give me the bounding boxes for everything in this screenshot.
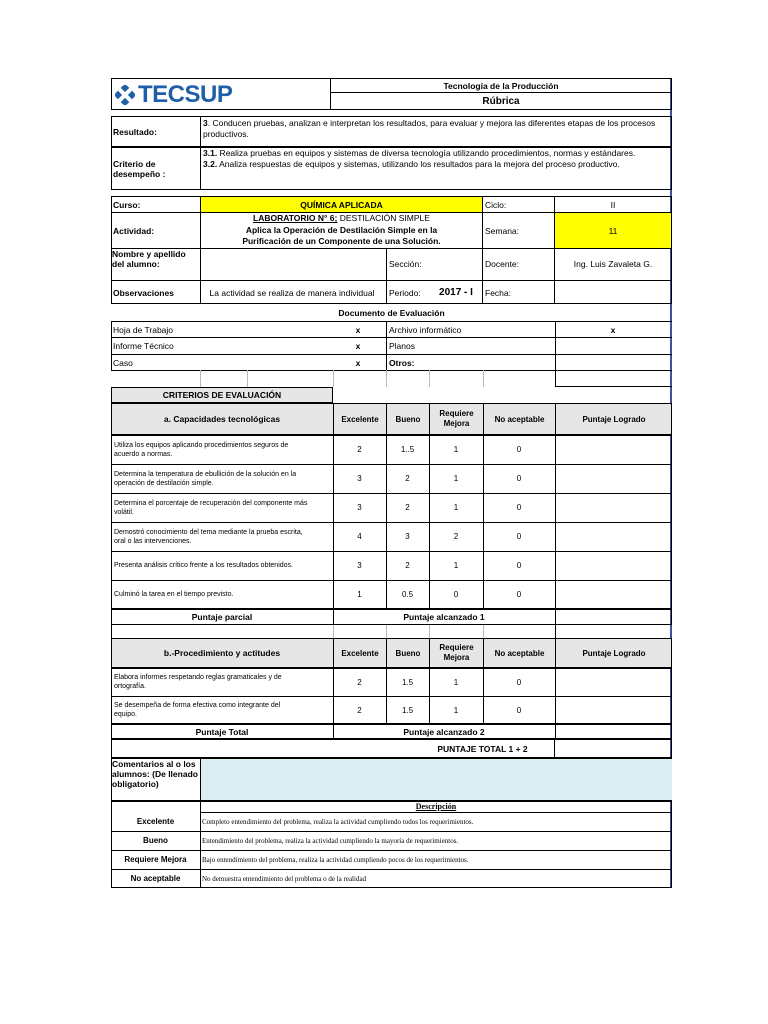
col-noaceptable: No aceptable [483,403,555,435]
descripcion-header: Descripción [415,802,457,811]
pt-line [555,724,556,739]
a-row-bueno: 0.5 [401,590,414,599]
puntaje-parcial-label: Puntaje parcial [191,612,253,622]
grid-line [247,370,248,387]
criterio-item1-text: Realiza pruebas en equipos y sistemas de diversa tecnología utilizando procedimientos, normas y estándares. [217,148,636,158]
a-row-text: Determina la temperatura de ebullición de la solución en la operación de destilación simple. [114,470,297,487]
header-title: Tecnología de la Producción [330,78,672,93]
actividad-label: Actividad: [113,225,155,236]
puntaje-alcanzado2-label: Puntaje alcanzado 2 [403,726,485,737]
a-row-text: Culminó la tarea en el tiempo previsto. [114,591,234,598]
puntaje-total-12: PUNTAJE TOTAL 1 + 2 [437,743,528,754]
criterio-item1-num: 3.1. [203,148,218,158]
pp-line [555,609,556,625]
a-row-requiere: 1 [453,503,459,512]
logo-text: TECSUP [138,81,233,108]
grid-line [200,370,201,387]
col-bueno: Bueno [386,403,429,435]
resultado-description: . Conducen pruebas, analizan e interpretan los resultados, para evaluar y mejora las diferentes etapas de los procesos productivos. [203,118,656,139]
a-row-noaceptable: 0 [516,590,522,599]
grid-line [429,370,430,387]
b-col-line [555,668,556,724]
documento-title: Documento de Evaluación [338,307,445,318]
grid-line [111,625,112,638]
b-row-excelente: 2 [357,677,362,687]
total12-line [554,739,555,758]
semana-label: Semana: [485,225,520,236]
b-row-noaceptable: 0 [516,705,522,715]
level-desc: No demuestra entendimiento del problema o de la realidad [202,874,367,883]
level-desc: Bajo entendimiento del problema, realiza la actividad cumpliendo pocos de los requerimientos. [202,855,469,864]
ciclo-value: II [610,200,616,210]
docente-label: Docente: [485,259,520,269]
b-row-text: Se desempeña de forma efectiva como integrante del equipo. [114,702,281,718]
actividad-lab-title: DESTILACIÓN SIMPLE [337,213,430,223]
a-row-noaceptable: 0 [516,561,522,570]
actividad-line3: Purificación de un Componente de una Solución. [242,236,441,246]
doc-right-1: Planos [389,341,415,351]
puntaje-alcanzado1-label: Puntaje alcanzado 1 [403,612,485,622]
a-row-requiere: 1 [453,474,459,483]
grid-line [483,625,484,638]
a-row-excelente: 3 [357,474,362,483]
b-row-text: Elabora informes respetando reglas gramaticales y de ortografía. [114,674,282,690]
a-row-requiere: 1 [453,561,459,570]
observaciones-value: La actividad se realiza de manera individual [209,287,375,298]
total12-row [111,739,672,758]
col-requiere-b: Requiere Mejora [429,638,483,668]
a-row-excelente: 2 [357,445,362,454]
a-row-bueno: 2 [405,503,410,512]
header-subtitle: Rúbrica [330,92,672,110]
col-puntaje-b: Puntaje Logrado [555,638,672,668]
a-row-excelente: 3 [357,561,362,570]
grid-line [386,625,387,638]
a-row-excelente: 1 [357,590,362,599]
actividad-line2: Aplica la Operación de Destilación Simple en la [245,224,438,235]
doc-left-mark-2: x [355,357,361,368]
a-row-noaceptable: 0 [516,474,522,483]
a-row-requiere: 2 [453,532,459,541]
grid-line [429,625,430,638]
doc-left-mark-1: x [355,341,361,351]
a-row-text: Determina el porcentaje de recuperación del componente más volátil. [114,499,308,516]
doc-right-mark-0: x [610,324,616,335]
criterio-item2-text: Analiza respuestas de equipos y sistemas, utilizando los resultados para la mejora del proceso productivo. [217,158,620,169]
criterio-label: Criterio de desempeño : [113,158,166,179]
b-row-noaceptable: 0 [516,677,522,687]
ciclo-label: Ciclo: [485,200,507,210]
curso-value: QUÍMICA APLICADA [201,197,482,212]
col-noaceptable-b: No aceptable [483,638,555,668]
doc-left-2: Caso [113,357,133,368]
doc-left-1: Informe Técnico [113,341,174,351]
a-row-bueno: 3 [405,532,410,541]
resultado-number: 3 [203,118,208,128]
col-excelente-b: Excelente [333,638,386,668]
fecha-label: Fecha: [485,287,511,298]
doc-line [555,386,672,387]
grid-line [483,370,484,387]
section-b-title: b.-Procedimiento y actitudes [163,648,281,658]
a-row-noaceptable: 0 [516,532,522,541]
semana-value: 11 [555,213,671,248]
resultado-label: Resultado: [113,126,157,137]
doc-right-0: Archivo informático [389,324,462,335]
observaciones-label: Observaciones [113,287,174,298]
doc-left-mark-0: x [355,324,361,335]
level-name: Excelente [136,817,175,826]
a-row-requiere: 1 [453,445,459,454]
a-row-text: Demostró conocimiento del tema mediante la prueba escrita, oral o las intervenciones. [114,528,303,545]
a-row-bueno: 2 [405,561,410,570]
level-desc: Completo entendimiento del problema, realiza la actividad cumpliendo todos los requerimientos. [202,817,474,826]
a-row-requiere: 0 [453,590,459,599]
seccion-label: Sección: [389,259,422,269]
a-row-excelente: 3 [357,503,362,512]
a-row-text: Presenta análisis crítico frente a los resultados obtenidos. [114,562,293,569]
tecsup-logo-icon [114,84,136,106]
b-row-bueno: 1.5 [401,677,414,687]
criterio-text [200,147,672,190]
criterio-item2-num: 3.2. [203,158,218,169]
resultado-text [200,116,672,147]
grid-line [333,625,334,638]
comentarios-input[interactable] [200,759,672,800]
col-excelente: Excelente [333,403,386,435]
grid-line [386,370,387,387]
level-name: No aceptable [130,874,181,883]
level-name: Bueno [143,836,168,845]
b-row-requiere: 1 [453,677,459,687]
actividad-lab-number: LABORATORIO N° 6; [253,213,338,223]
a-row-excelente: 4 [357,532,362,541]
doc-left-0: Hoja de Trabajo [113,324,174,335]
logo-cell [111,78,331,110]
col-requiere: Requiere Mejora [429,403,483,435]
b-row-excelente: 2 [357,705,362,715]
a-row-noaceptable: 0 [516,445,522,454]
periodo-value: 2017 - I [439,287,473,298]
docente-value: Ing. Luis Zavaleta G. [573,259,653,269]
a-row-bueno: 2 [405,474,410,483]
doc-col-line [555,321,556,387]
b-row-requiere: 1 [453,705,459,715]
a-row-text: Utiliza los equipos aplicando procedimientos seguros de acuerdo a normas. [114,441,289,458]
nombre-label: Nombre y apellido del alumno: [112,249,186,269]
a-row-bueno: 1..5 [400,445,415,454]
a-row-noaceptable: 0 [516,503,522,512]
curso-label: Curso: [113,200,141,210]
section-a-title: a. Capacidades tecnológicas [163,414,281,424]
level-desc: Entendimiento del problema, realiza la actividad cumpliendo la mayoría de requerimientos. [202,836,459,845]
actividad-text [201,213,482,248]
col-bueno-b: Bueno [386,638,429,668]
b-row-bueno: 1.5 [401,705,414,715]
puntaje-total-label: Puntaje Total [195,726,249,737]
doc-line [555,370,672,371]
level-name: Requiere Mejora [124,855,187,864]
grid-line [555,625,556,638]
periodo-label: Periodo: [389,287,421,298]
comentarios-label: Comentarios al o los alumnos: (De llenado obligatorio) [112,759,198,789]
criterios-title: CRITERIOS DE EVALUACIÓN [111,387,333,403]
col-puntaje: Puntaje Logrado [555,403,672,435]
doc-right-2: Otros: [389,357,415,368]
grid-line [333,370,334,387]
